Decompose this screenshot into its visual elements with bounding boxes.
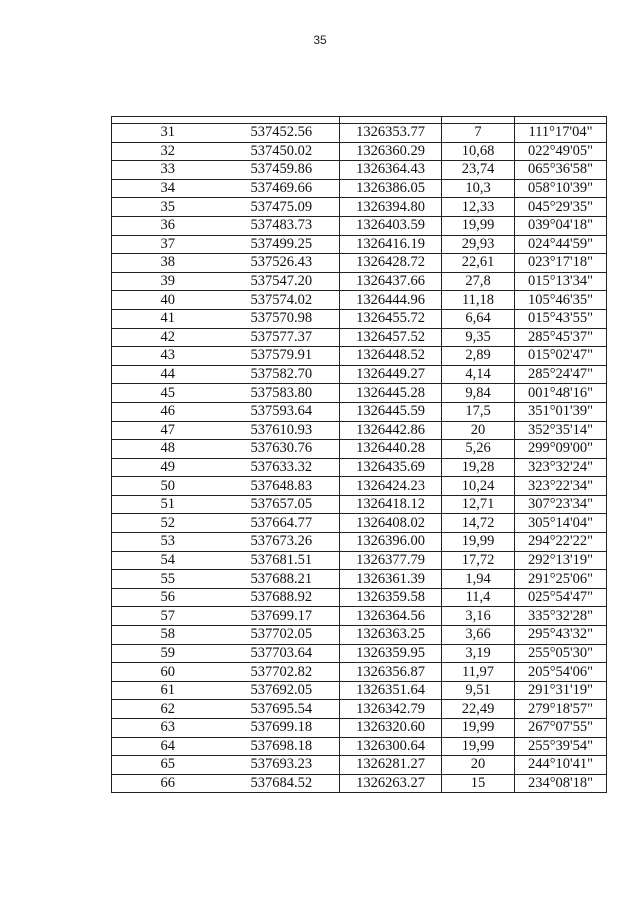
table-row — [112, 216, 607, 235]
y-coordinate-cell: 1326435.69 — [340, 458, 442, 477]
y-coordinate-cell: 1326396.00 — [340, 533, 442, 552]
x-coordinate-cell: 537684.52 — [224, 774, 340, 793]
x-coordinate-cell: 537633.32 — [224, 458, 340, 477]
x-coordinate-cell: 537698.18 — [224, 737, 340, 756]
y-coordinate-cell: 1326416.19 — [340, 235, 442, 254]
table-row — [112, 495, 607, 514]
x-coordinate-cell: 537699.18 — [224, 719, 340, 738]
point-number-cell: 57 — [112, 607, 224, 626]
bearing-cell: 291°31'19" — [515, 681, 607, 700]
point-number-cell: 40 — [112, 291, 224, 310]
x-coordinate-cell: 537577.37 — [224, 328, 340, 347]
table-row — [112, 756, 607, 775]
table-cell-empty — [112, 117, 224, 124]
page-number: 35 — [313, 33, 327, 47]
bearing-cell: 045°29'35" — [515, 198, 607, 217]
y-coordinate-cell: 1326449.27 — [340, 365, 442, 384]
x-coordinate-cell: 537693.23 — [224, 756, 340, 775]
table-row — [112, 235, 607, 254]
point-number-cell: 41 — [112, 309, 224, 328]
x-coordinate-cell: 537657.05 — [224, 495, 340, 514]
y-coordinate-cell: 1326440.28 — [340, 440, 442, 459]
x-coordinate-cell: 537699.17 — [224, 607, 340, 626]
table-row — [112, 365, 607, 384]
point-number-cell: 38 — [112, 254, 224, 273]
distance-cell: 3,16 — [442, 607, 515, 626]
x-coordinate-cell: 537593.64 — [224, 402, 340, 421]
y-coordinate-cell: 1326281.27 — [340, 756, 442, 775]
y-coordinate-cell: 1326360.29 — [340, 142, 442, 161]
table-row — [112, 700, 607, 719]
point-number-cell: 39 — [112, 272, 224, 291]
distance-cell: 22,49 — [442, 700, 515, 719]
point-number-cell: 55 — [112, 570, 224, 589]
distance-cell: 12,71 — [442, 495, 515, 514]
point-number-cell: 34 — [112, 179, 224, 198]
bearing-cell: 299°09'00" — [515, 440, 607, 459]
point-number-cell: 33 — [112, 161, 224, 180]
y-coordinate-cell: 1326444.96 — [340, 291, 442, 310]
x-coordinate-cell: 537630.76 — [224, 440, 340, 459]
distance-cell: 19,99 — [442, 216, 515, 235]
point-number-cell: 64 — [112, 737, 224, 756]
table-row — [112, 272, 607, 291]
bearing-cell: 039°04'18" — [515, 216, 607, 235]
bearing-cell: 205°54'06" — [515, 663, 607, 682]
table-row — [112, 774, 607, 793]
distance-cell: 19,99 — [442, 533, 515, 552]
x-coordinate-cell: 537579.91 — [224, 347, 340, 366]
bearing-cell: 285°24'47" — [515, 365, 607, 384]
x-coordinate-cell: 537681.51 — [224, 551, 340, 570]
coordinates-table — [111, 116, 607, 793]
bearing-cell: 307°23'34" — [515, 495, 607, 514]
distance-cell: 4,14 — [442, 365, 515, 384]
y-coordinate-cell: 1326364.56 — [340, 607, 442, 626]
table-row — [112, 533, 607, 552]
x-coordinate-cell: 537692.05 — [224, 681, 340, 700]
bearing-cell: 267°07'55" — [515, 719, 607, 738]
bearing-cell: 294°22'22" — [515, 533, 607, 552]
y-coordinate-cell: 1326364.43 — [340, 161, 442, 180]
distance-cell: 6,64 — [442, 309, 515, 328]
y-coordinate-cell: 1326300.64 — [340, 737, 442, 756]
y-coordinate-cell: 1326359.58 — [340, 588, 442, 607]
distance-cell: 10,68 — [442, 142, 515, 161]
y-coordinate-cell: 1326263.27 — [340, 774, 442, 793]
table-row — [112, 440, 607, 459]
bearing-cell: 323°22'34" — [515, 477, 607, 496]
bearing-cell: 065°36'58" — [515, 161, 607, 180]
y-coordinate-cell: 1326363.25 — [340, 626, 442, 645]
table-row — [112, 719, 607, 738]
bearing-cell: 292°13'19" — [515, 551, 607, 570]
y-coordinate-cell: 1326442.86 — [340, 421, 442, 440]
x-coordinate-cell: 537469.66 — [224, 179, 340, 198]
table-row — [112, 607, 607, 626]
y-coordinate-cell: 1326394.80 — [340, 198, 442, 217]
point-number-cell: 37 — [112, 235, 224, 254]
table-top-row — [112, 117, 607, 124]
point-number-cell: 49 — [112, 458, 224, 477]
x-coordinate-cell: 537664.77 — [224, 514, 340, 533]
x-coordinate-cell: 537648.83 — [224, 477, 340, 496]
point-number-cell: 50 — [112, 477, 224, 496]
distance-cell: 19,28 — [442, 458, 515, 477]
point-number-cell: 46 — [112, 402, 224, 421]
point-number-cell: 36 — [112, 216, 224, 235]
y-coordinate-cell: 1326353.77 — [340, 124, 442, 143]
y-coordinate-cell: 1326445.59 — [340, 402, 442, 421]
distance-cell: 19,99 — [442, 719, 515, 738]
table-cell-empty — [515, 117, 607, 124]
x-coordinate-cell: 537610.93 — [224, 421, 340, 440]
x-coordinate-cell: 537452.56 — [224, 124, 340, 143]
bearing-cell: 244°10'41" — [515, 756, 607, 775]
distance-cell: 11,18 — [442, 291, 515, 310]
table-row — [112, 384, 607, 403]
table-row — [112, 421, 607, 440]
bearing-cell: 001°48'16" — [515, 384, 607, 403]
point-number-cell: 51 — [112, 495, 224, 514]
distance-cell: 11,4 — [442, 588, 515, 607]
distance-cell: 9,84 — [442, 384, 515, 403]
point-number-cell: 62 — [112, 700, 224, 719]
y-coordinate-cell: 1326359.95 — [340, 644, 442, 663]
bearing-cell: 111°17'04" — [515, 124, 607, 143]
distance-cell: 9,51 — [442, 681, 515, 700]
bearing-cell: 255°39'54" — [515, 737, 607, 756]
distance-cell: 17,5 — [442, 402, 515, 421]
bearing-cell: 022°49'05" — [515, 142, 607, 161]
bearing-cell: 351°01'39" — [515, 402, 607, 421]
distance-cell: 29,93 — [442, 235, 515, 254]
x-coordinate-cell: 537695.54 — [224, 700, 340, 719]
point-number-cell: 43 — [112, 347, 224, 366]
table-row — [112, 681, 607, 700]
table-cell-empty — [340, 117, 442, 124]
x-coordinate-cell: 537450.02 — [224, 142, 340, 161]
distance-cell: 20 — [442, 421, 515, 440]
y-coordinate-cell: 1326437.66 — [340, 272, 442, 291]
distance-cell: 22,61 — [442, 254, 515, 273]
table-row — [112, 737, 607, 756]
y-coordinate-cell: 1326424.23 — [340, 477, 442, 496]
bearing-cell: 015°02'47" — [515, 347, 607, 366]
x-coordinate-cell: 537688.21 — [224, 570, 340, 589]
point-number-cell: 52 — [112, 514, 224, 533]
point-number-cell: 66 — [112, 774, 224, 793]
point-number-cell: 58 — [112, 626, 224, 645]
table-row — [112, 663, 607, 682]
y-coordinate-cell: 1326342.79 — [340, 700, 442, 719]
bearing-cell: 058°10'39" — [515, 179, 607, 198]
table-row — [112, 626, 607, 645]
y-coordinate-cell: 1326351.64 — [340, 681, 442, 700]
distance-cell: 10,24 — [442, 477, 515, 496]
distance-cell: 11,97 — [442, 663, 515, 682]
x-coordinate-cell: 537673.26 — [224, 533, 340, 552]
bearing-cell: 024°44'59" — [515, 235, 607, 254]
table-row — [112, 254, 607, 273]
y-coordinate-cell: 1326448.52 — [340, 347, 442, 366]
point-number-cell: 61 — [112, 681, 224, 700]
bearing-cell: 234°08'18" — [515, 774, 607, 793]
bearing-cell: 279°18'57" — [515, 700, 607, 719]
y-coordinate-cell: 1326361.39 — [340, 570, 442, 589]
distance-cell: 5,26 — [442, 440, 515, 459]
table-row — [112, 328, 607, 347]
x-coordinate-cell: 537475.09 — [224, 198, 340, 217]
point-number-cell: 45 — [112, 384, 224, 403]
y-coordinate-cell: 1326455.72 — [340, 309, 442, 328]
distance-cell: 20 — [442, 756, 515, 775]
y-coordinate-cell: 1326386.05 — [340, 179, 442, 198]
x-coordinate-cell: 537547.20 — [224, 272, 340, 291]
point-number-cell: 44 — [112, 365, 224, 384]
bearing-cell: 023°17'18" — [515, 254, 607, 273]
distance-cell: 7 — [442, 124, 515, 143]
distance-cell: 17,72 — [442, 551, 515, 570]
table-row — [112, 198, 607, 217]
distance-cell: 1,94 — [442, 570, 515, 589]
table-cell-empty — [224, 117, 340, 124]
table-row — [112, 179, 607, 198]
table-row — [112, 161, 607, 180]
bearing-cell: 015°43'55" — [515, 309, 607, 328]
y-coordinate-cell: 1326408.02 — [340, 514, 442, 533]
bearing-cell: 015°13'34" — [515, 272, 607, 291]
x-coordinate-cell: 537702.05 — [224, 626, 340, 645]
table-row — [112, 644, 607, 663]
point-number-cell: 63 — [112, 719, 224, 738]
table-cell-empty — [442, 117, 515, 124]
y-coordinate-cell: 1326377.79 — [340, 551, 442, 570]
table-row — [112, 514, 607, 533]
bearing-cell: 291°25'06" — [515, 570, 607, 589]
distance-cell: 3,66 — [442, 626, 515, 645]
table-row — [112, 309, 607, 328]
y-coordinate-cell: 1326403.59 — [340, 216, 442, 235]
distance-cell: 23,74 — [442, 161, 515, 180]
y-coordinate-cell: 1326320.60 — [340, 719, 442, 738]
distance-cell: 3,19 — [442, 644, 515, 663]
bearing-cell: 295°43'32" — [515, 626, 607, 645]
distance-cell: 12,33 — [442, 198, 515, 217]
distance-cell: 10,3 — [442, 179, 515, 198]
table-row — [112, 291, 607, 310]
table-row — [112, 347, 607, 366]
point-number-cell: 65 — [112, 756, 224, 775]
y-coordinate-cell: 1326356.87 — [340, 663, 442, 682]
bearing-cell: 323°32'24" — [515, 458, 607, 477]
x-coordinate-cell: 537499.25 — [224, 235, 340, 254]
table-row — [112, 551, 607, 570]
bearing-cell: 105°46'35" — [515, 291, 607, 310]
bearing-cell: 285°45'37" — [515, 328, 607, 347]
x-coordinate-cell: 537703.64 — [224, 644, 340, 663]
y-coordinate-cell: 1326457.52 — [340, 328, 442, 347]
point-number-cell: 53 — [112, 533, 224, 552]
table-row — [112, 458, 607, 477]
x-coordinate-cell: 537574.02 — [224, 291, 340, 310]
point-number-cell: 59 — [112, 644, 224, 663]
x-coordinate-cell: 537526.43 — [224, 254, 340, 273]
table-row — [112, 570, 607, 589]
x-coordinate-cell: 537582.70 — [224, 365, 340, 384]
bearing-cell: 352°35'14" — [515, 421, 607, 440]
distance-cell: 14,72 — [442, 514, 515, 533]
x-coordinate-cell: 537570.98 — [224, 309, 340, 328]
y-coordinate-cell: 1326418.12 — [340, 495, 442, 514]
distance-cell: 15 — [442, 774, 515, 793]
point-number-cell: 35 — [112, 198, 224, 217]
point-number-cell: 31 — [112, 124, 224, 143]
table-row — [112, 588, 607, 607]
distance-cell: 9,35 — [442, 328, 515, 347]
point-number-cell: 47 — [112, 421, 224, 440]
coordinates-table-body — [112, 117, 607, 793]
y-coordinate-cell: 1326445.28 — [340, 384, 442, 403]
x-coordinate-cell: 537483.73 — [224, 216, 340, 235]
table-row — [112, 477, 607, 496]
distance-cell: 19,99 — [442, 737, 515, 756]
x-coordinate-cell: 537702.82 — [224, 663, 340, 682]
point-number-cell: 42 — [112, 328, 224, 347]
bearing-cell: 335°32'28" — [515, 607, 607, 626]
bearing-cell: 025°54'47" — [515, 588, 607, 607]
x-coordinate-cell: 537459.86 — [224, 161, 340, 180]
distance-cell: 27,8 — [442, 272, 515, 291]
x-coordinate-cell: 537583.80 — [224, 384, 340, 403]
point-number-cell: 54 — [112, 551, 224, 570]
point-number-cell: 32 — [112, 142, 224, 161]
x-coordinate-cell: 537688.92 — [224, 588, 340, 607]
table-row — [112, 124, 607, 143]
bearing-cell: 255°05'30" — [515, 644, 607, 663]
y-coordinate-cell: 1326428.72 — [340, 254, 442, 273]
table-row — [112, 402, 607, 421]
point-number-cell: 56 — [112, 588, 224, 607]
point-number-cell: 48 — [112, 440, 224, 459]
bearing-cell: 305°14'04" — [515, 514, 607, 533]
point-number-cell: 60 — [112, 663, 224, 682]
table-row — [112, 142, 607, 161]
distance-cell: 2,89 — [442, 347, 515, 366]
